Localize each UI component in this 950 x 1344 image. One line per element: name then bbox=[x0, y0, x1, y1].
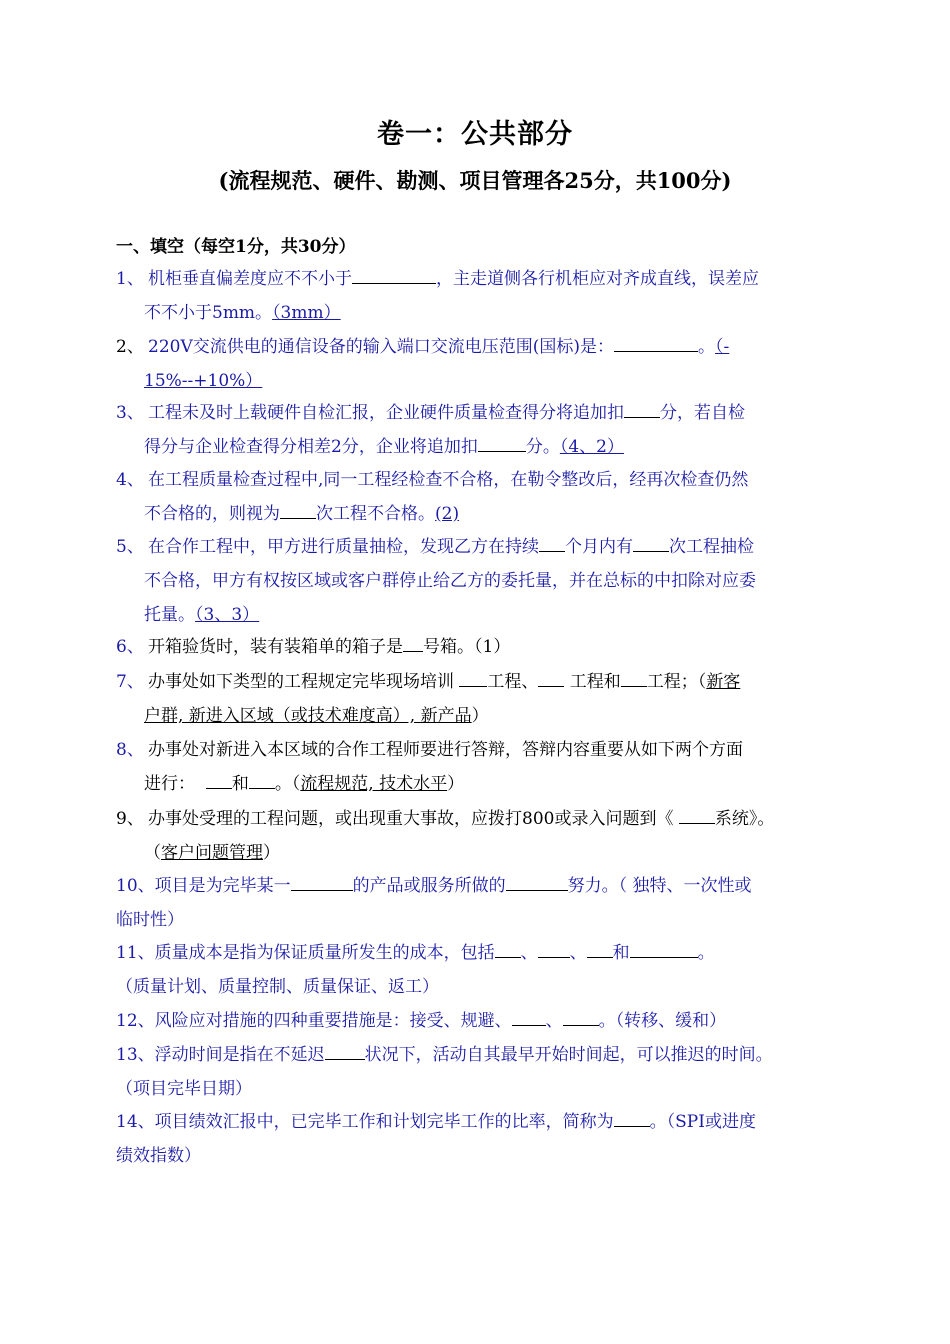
question-9: 9、 办事处受理的工程问题，或出现重大事故，应拨打800或录入问题到《 系统》。 （客户问题管理） bbox=[116, 802, 851, 870]
question-1: 1、 机柜垂直偏差度应不不小于 ，主走道侧各行机柜应对齐成直线，误差应 不不小于5mm。（3mm） bbox=[116, 262, 851, 330]
answer-blank bbox=[506, 873, 568, 891]
section-heading: 一、填空（每空1分，共30分） bbox=[116, 237, 356, 257]
answer-blank bbox=[249, 771, 275, 789]
answer-key: （3mm） bbox=[272, 303, 341, 323]
answer-blank bbox=[206, 771, 232, 789]
question-13: 13、浮动时间是指在不延迟 状况下，活动自其最早开始时间起，可以推迟的时间。 （项目完毕日期） bbox=[116, 1038, 851, 1106]
answer-key: 流程规范, 技术水平 bbox=[300, 774, 448, 794]
answer-blank bbox=[563, 1008, 599, 1026]
question-3: 3、 工程未及时上载硬件自检汇报，企业硬件质量检查得分将追加扣 分，若自检 得分与企业检查得分相差2分，企业将追加扣 分。（4、2） bbox=[116, 396, 851, 464]
answer-key: （3、3） bbox=[195, 605, 260, 625]
answer-blank bbox=[614, 1109, 650, 1127]
question-11: 11、质量成本是指为保证质量所发生的成本，包括 、 、 和 。 （质量计划、质量控制、质量保证、返工） bbox=[116, 936, 851, 1004]
question-8: 8、 办事处对新进入本区域的合作工程师要进行答辩，答辩内容重要从如下两个方面 进行： 和 。（流程规范, 技术水平） bbox=[116, 740, 743, 794]
answer-blank bbox=[587, 940, 613, 958]
answer-blank bbox=[633, 534, 669, 552]
answer-key: 客户问题管理 bbox=[161, 843, 263, 863]
question-12: 12、风险应对措施的四种重要措施是：接受、规避、 、 。（转移、缓和） bbox=[116, 1004, 851, 1038]
answer-blank bbox=[280, 501, 316, 519]
question-4: 4、 在工程质量检查过程中,同一工程经检查不合格，在勒令整改后，经再次检查仍然 不合格的，则视为 次工程不合格。(2) bbox=[116, 470, 749, 524]
answer-key: （- bbox=[715, 337, 730, 357]
answer-blank bbox=[512, 1008, 546, 1026]
answer-blank bbox=[538, 669, 564, 687]
answer-key: 户群, 新进入区域（或技术难度高）, 新产品 bbox=[144, 706, 472, 726]
answer-blank bbox=[538, 940, 570, 958]
answer-blank bbox=[621, 669, 647, 687]
answer-key: （4、2） bbox=[559, 437, 624, 457]
answer-blank bbox=[325, 1042, 365, 1060]
answer-blank bbox=[630, 940, 698, 958]
question-7: 7、 办事处如下类型的工程规定完毕现场培训 工程、 工程和 工程；（新客 户群, 新进入区域（或技术难度高）, 新产品） bbox=[116, 665, 851, 733]
question-10: 10、项目是为完毕某一 的产品或服务所做的 努力。（ 独特、一次性或 临时性） bbox=[116, 869, 851, 937]
answer-blank bbox=[291, 873, 353, 891]
answer-blank bbox=[352, 266, 436, 284]
question-6: 6、 开箱验货时，装有装箱单的箱子是 号箱。（1） bbox=[116, 630, 851, 664]
answer-blank bbox=[403, 634, 423, 652]
answer-key: 新客 bbox=[706, 672, 741, 692]
answer-blank bbox=[478, 434, 526, 452]
answer-key: (2) bbox=[435, 504, 460, 524]
question-2: 2、 220V交流供电的通信设备的输入端口交流电压范围(国标)是： 。（- 15%--+10%） bbox=[116, 330, 851, 398]
answer-blank bbox=[495, 940, 521, 958]
page-title: 卷一：公共部分 bbox=[377, 119, 573, 150]
question-5: 5、 在合作工程中，甲方进行质量抽检，发现乙方在持续 个月内有 次工程抽检 不合格，甲方有权按区域或客户群停止给乙方的委托量，并在总标的中扣除对应委 托量。（3、3） bbox=[116, 530, 851, 632]
answer-blank bbox=[614, 334, 698, 352]
question-14: 14、项目绩效汇报中，已完毕工作和计划完毕工作的比率，简称为 。（SPI或进度 绩效指数） bbox=[116, 1105, 851, 1173]
answer-blank bbox=[679, 806, 715, 824]
answer-key: 15%--+10%） bbox=[144, 371, 263, 391]
answer-blank bbox=[624, 400, 660, 418]
answer-blank bbox=[539, 534, 565, 552]
answer-blank bbox=[459, 669, 487, 687]
page-subtitle: (流程规范、硬件、勘测、项目管理各25分，共100分) bbox=[218, 168, 732, 193]
